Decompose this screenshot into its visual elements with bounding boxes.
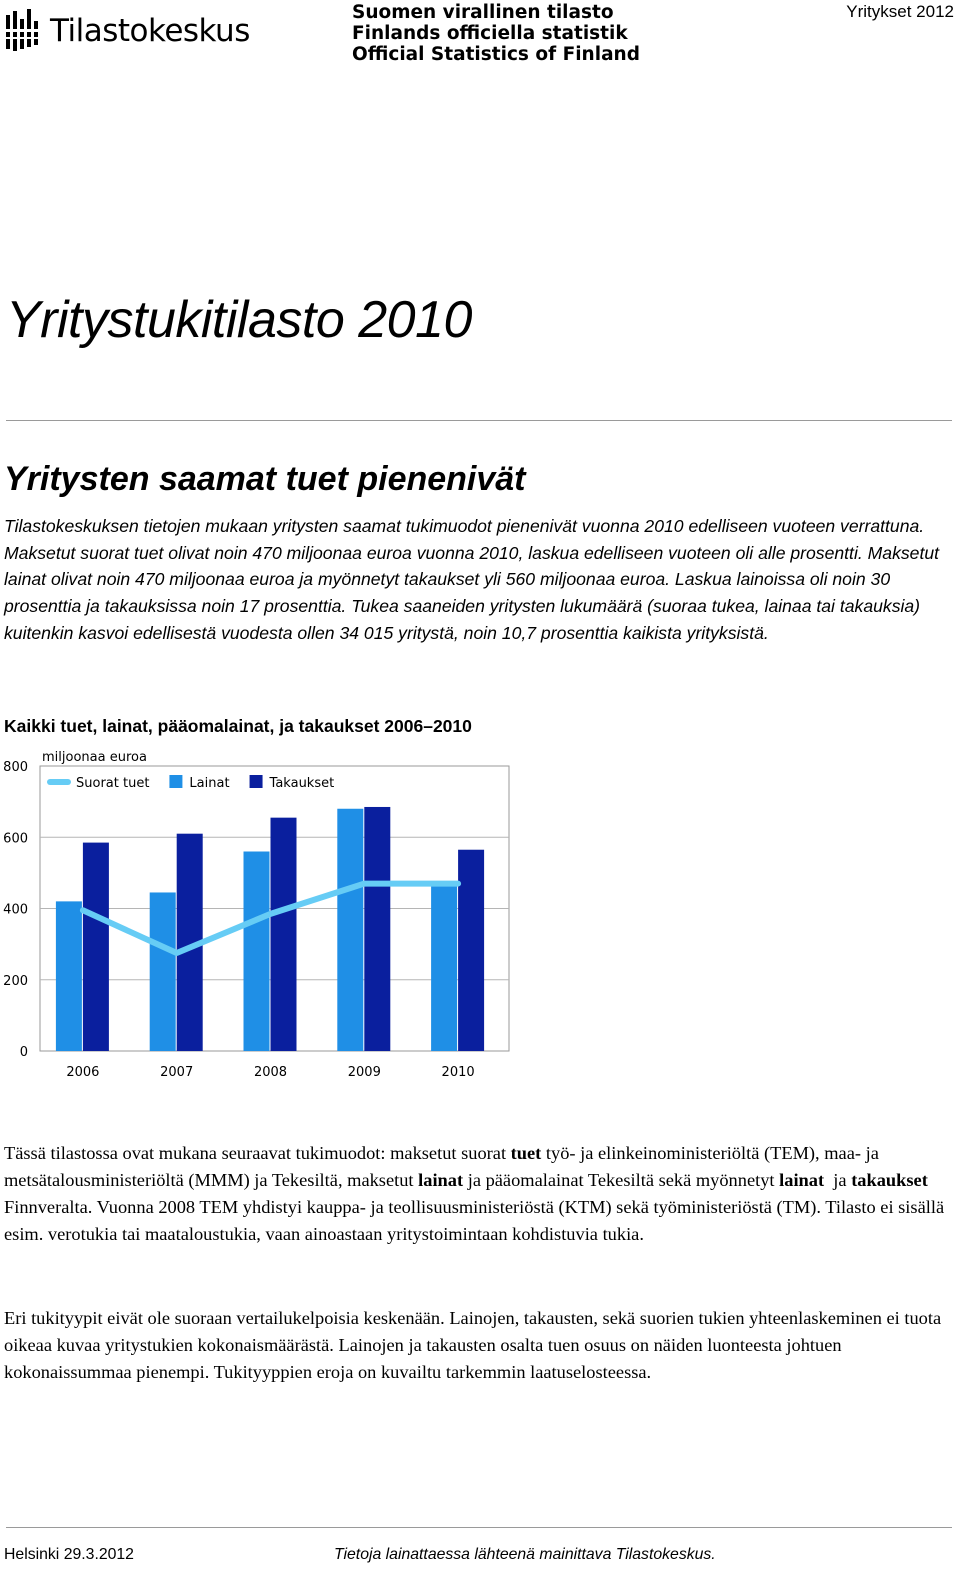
official-line-fi: Suomen virallinen tilasto	[352, 2, 614, 23]
bar-takaukset	[458, 850, 484, 1051]
bar-lainat	[150, 892, 176, 1051]
y-tick-label: 600	[3, 831, 28, 847]
bar-takaukset	[83, 843, 109, 1051]
y-tick-label: 800	[3, 760, 28, 775]
paragraph-text: Finnveralta. Vuonna 2008 TEM yhdistyi kauppa- ja teollisuusministeriöstä (KTM) sekä työministeriöstä (TM). Tilasto ei sisällä esim. verotukia tai maataloustukia, vaan ainoastaan yritystoimintaan kohdistuvia tukia.	[4, 1197, 945, 1244]
bar-lainat	[431, 884, 457, 1051]
official-line-en: Official Statistics of Finland	[352, 44, 640, 65]
bar-lainat	[337, 809, 363, 1051]
legend-swatch	[169, 775, 182, 788]
bar-lainat	[244, 852, 270, 1052]
footer-date: Helsinki 29.3.2012	[4, 1546, 134, 1563]
x-tick-label: 2006	[66, 1065, 100, 1080]
bar-takaukset	[271, 818, 297, 1051]
bold-term-takaukset: takaukset	[851, 1170, 928, 1190]
x-tick-label: 2007	[160, 1065, 194, 1080]
bar-lainat	[56, 901, 82, 1051]
legend-label: Takaukset	[269, 776, 335, 791]
bold-term-lainat: lainat	[779, 1170, 825, 1190]
y-tick-label: 400	[3, 902, 28, 918]
tilastokeskus-logo	[4, 6, 250, 56]
lead-paragraph: Tilastokeskuksen tietojen mukaan yritysten saamat tukimuodot pienenivät vuonna 2010 edelliseen vuoteen verrattuna. Maksetut suorat tuet olivat noin 470 miljoonaa euroa vuonna 2010, laskua edelliseen vuoteen oli alle prosentti. Maksetut lainat olivat noin 470 miljoonaa euroa ja myönnetyt takaukset yli 560 miljoonaa euroa. Laskua lainoissa oli noin 30 prosenttia ja takauksissa noin 17 prosenttia. Tukea saaneiden yritysten lukumäärä (suoraa tukea, lainaa tai takauksia) kuitenkin kasvoi edellisestä vuodesta ollen 34 015 yritystä, noin 10,7 prosenttia kaikista yrityksistä.	[4, 516, 940, 643]
title-divider	[6, 420, 952, 421]
legend-swatch	[250, 775, 263, 788]
section-title: Yritysten saamat tuet pienenivät	[4, 460, 526, 498]
legend-label: Suorat tuet	[76, 776, 150, 791]
body-paragraph-2: Eri tukityypit eivät ole suoraan vertailukelpoisia keskenään. Lainojen, takausten, sekä suorien tukien yhteenlaskeminen ei tuota oikeaa kuvaa yritystukien kokonaismäärästä. Lainojen ja takausten osalta tuen osuus on näiden luonteesta johtuen kokonaissummaa pienempi. Tukityyppien eroja on kuvailtu tarkemmin laatuselosteessa.	[4, 1308, 942, 1382]
body-paragraph-1	[4, 1140, 952, 1248]
paragraph-text: Tässä tilastossa ovat mukana seuraavat tukimuodot: maksetut suorat	[4, 1143, 511, 1163]
bar-takaukset	[364, 807, 390, 1051]
chart-title: Kaikki tuet, lainat, pääomalainat, ja takaukset 2006–2010	[4, 716, 472, 736]
footer-divider	[6, 1527, 952, 1528]
paragraph-text: ja pääomalainat Tekesiltä sekä myönnetyt	[463, 1170, 780, 1190]
y-tick-label: 200	[3, 973, 28, 989]
bar-line-chart	[0, 740, 560, 1085]
bold-term-lainat: lainat	[418, 1170, 464, 1190]
paragraph-text: ja	[824, 1170, 852, 1190]
paragraph-text: työ- ja elinkeinoministeriöltä (TEM), maa- ja metsätalousministeriöltä (MMM) ja Tekesiltä, maksetut	[4, 1143, 879, 1190]
series-label: Yritykset 2012	[846, 2, 954, 21]
y-tick-label: 0	[19, 1045, 28, 1060]
tilastokeskus-logo-icon	[4, 7, 44, 55]
legend-label: Lainat	[189, 776, 230, 791]
x-tick-label: 2008	[253, 1065, 288, 1080]
y-axis-label: miljoonaa euroa	[42, 750, 147, 765]
official-statistics-label	[352, 2, 640, 65]
x-tick-label: 2010	[441, 1065, 475, 1080]
footer-source-note: Tietoja lainattaessa lähteenä mainittava Tilastokeskus.	[334, 1546, 716, 1563]
page-title: Yritystukitilasto 2010	[6, 291, 472, 349]
bold-term-tuet: tuet	[510, 1143, 542, 1163]
logo-text: Tilastokeskus	[50, 13, 250, 49]
official-line-sv: Finlands officiella statistik	[352, 23, 628, 44]
x-tick-label: 2009	[347, 1065, 381, 1080]
